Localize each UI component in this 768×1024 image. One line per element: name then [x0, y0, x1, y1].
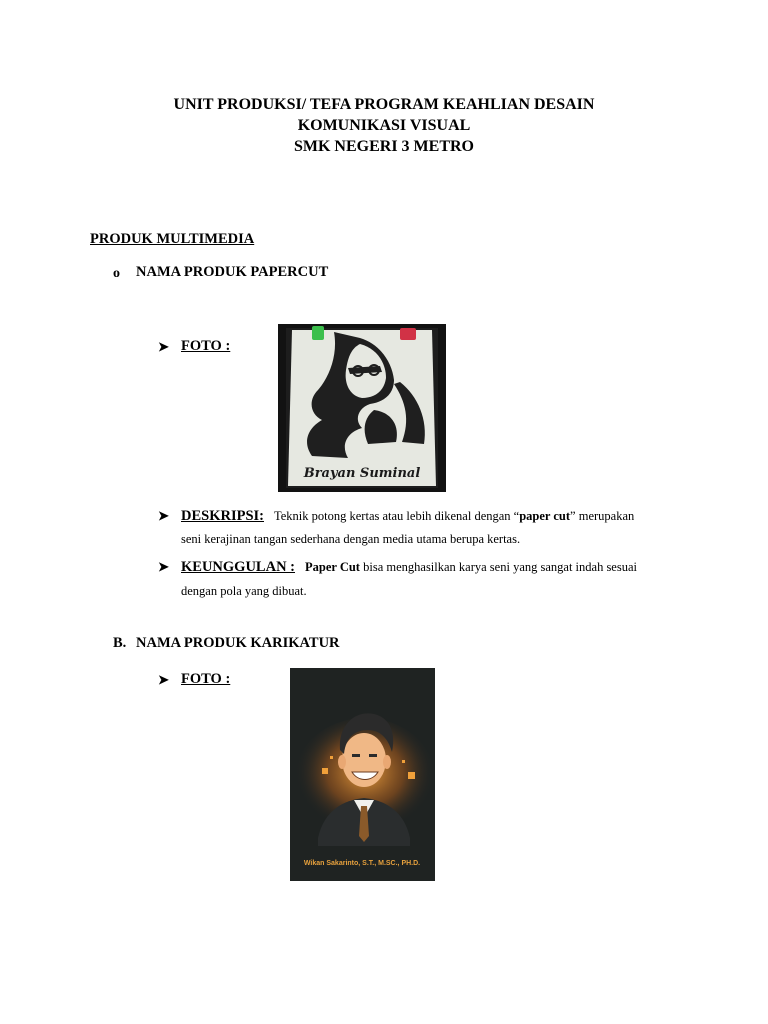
document-title-line-3: SMK NEGERI 3 METRO [293, 138, 474, 155]
deskripsi-label: DESKRIPSI: [181, 508, 264, 524]
product-1-title: NAMA PRODUK PAPERCUT [136, 264, 329, 280]
keunggulan-label: KEUNGGULAN : [181, 559, 295, 575]
product-2-foto-label: FOTO : [181, 671, 231, 687]
list-bullet-b: B. [113, 635, 127, 651]
document-title-line-1: UNIT PRODUKSI/ TEFA PROGRAM KEAHLIAN DESAIN [173, 96, 595, 113]
arrow-bullet-icon: ➤ [158, 672, 169, 687]
arrow-bullet-icon: ➤ [158, 339, 169, 354]
keunggulan-line-1 [181, 558, 637, 576]
product-1-foto-label: FOTO : [181, 338, 231, 354]
arrow-bullet-icon: ➤ [158, 508, 169, 523]
product-2-title: NAMA PRODUK KARIKATUR [136, 635, 340, 651]
keunggulan-text-bold: Paper Cut [305, 560, 360, 574]
karikatur-caption: Wikan Sakarinto, S.T., M.SC., PH.D. [303, 860, 421, 867]
deskripsi-text-pre: Teknik potong kertas atau lebih dikenal dengan “ [274, 509, 520, 523]
document-title-line-2: KOMUNIKASI VISUAL [297, 117, 471, 134]
section-heading: PRODUK MULTIMEDIA [90, 231, 255, 247]
keunggulan-text-rest: bisa menghasilkan karya seni yang sangat indah sesuai [359, 560, 637, 574]
papercut-photo [278, 324, 446, 492]
keunggulan-line-2: dengan pola yang dibuat. [181, 584, 307, 598]
deskripsi-text-post: ” merupakan [570, 509, 635, 523]
deskripsi-line-1 [181, 507, 634, 525]
papercut-signature-text: Brayan Suminal [303, 466, 421, 481]
deskripsi-text-bold: paper cut [519, 509, 571, 523]
list-bullet-o: o [113, 266, 120, 281]
arrow-bullet-icon: ➤ [158, 559, 169, 574]
karikatur-photo [290, 668, 435, 881]
deskripsi-line-2: seni kerajinan tangan sederhana dengan media utama berupa kertas. [181, 532, 521, 546]
